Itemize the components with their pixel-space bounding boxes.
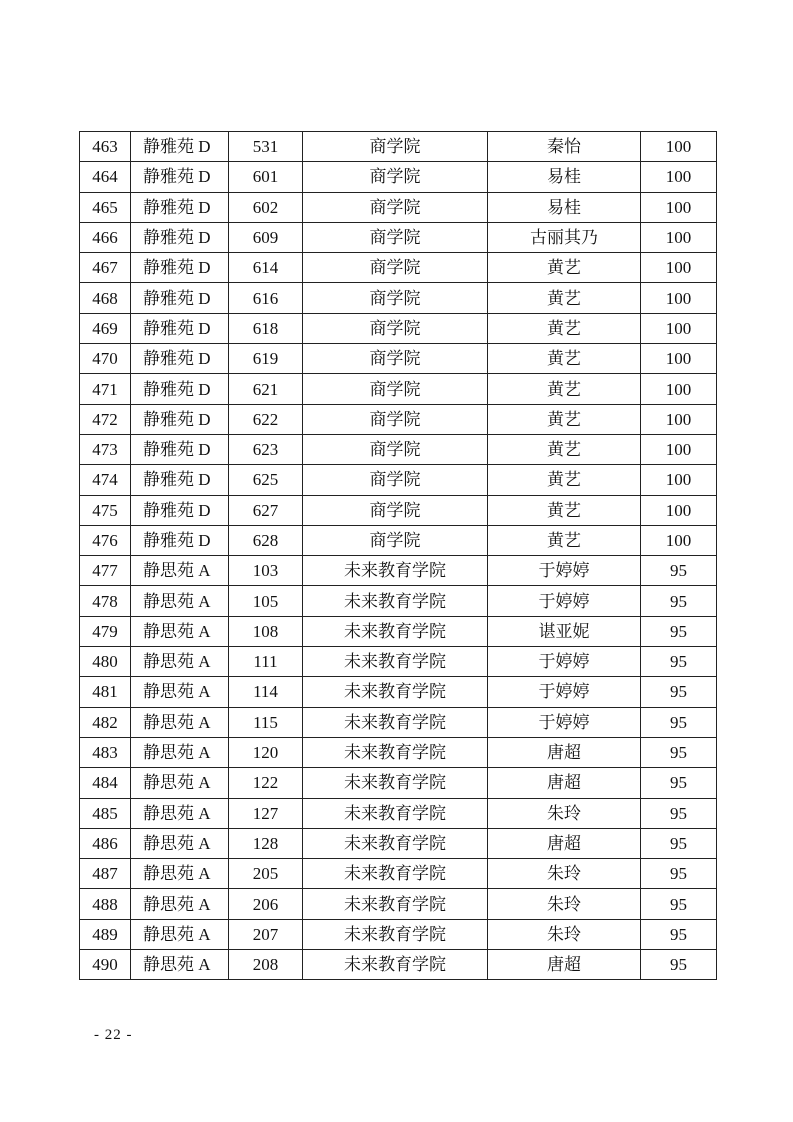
- room-number-cell: 114: [229, 677, 303, 707]
- row-index-cell: 488: [80, 889, 131, 919]
- score-cell: 95: [641, 889, 717, 919]
- score-cell: 100: [641, 162, 717, 192]
- college-cell: 商学院: [303, 222, 488, 252]
- counselor-cell: 朱玲: [488, 919, 641, 949]
- row-index-cell: 479: [80, 616, 131, 646]
- college-cell: 商学院: [303, 313, 488, 343]
- counselor-cell: 黄艺: [488, 525, 641, 555]
- building-cell: 静雅苑 D: [131, 465, 229, 495]
- score-cell: 95: [641, 919, 717, 949]
- counselor-cell: 朱玲: [488, 889, 641, 919]
- row-index-cell: 483: [80, 737, 131, 767]
- room-number-cell: 622: [229, 404, 303, 434]
- table-row: [80, 344, 717, 374]
- college-cell: 未来教育学院: [303, 919, 488, 949]
- counselor-cell: 唐超: [488, 828, 641, 858]
- college-cell: 未来教育学院: [303, 950, 488, 980]
- counselor-cell: 于婷婷: [488, 677, 641, 707]
- room-number-cell: 602: [229, 192, 303, 222]
- counselor-cell: 黄艺: [488, 374, 641, 404]
- counselor-cell: 黄艺: [488, 495, 641, 525]
- building-cell: 静雅苑 D: [131, 374, 229, 404]
- building-cell: 静思苑 A: [131, 919, 229, 949]
- room-number-cell: 207: [229, 919, 303, 949]
- building-cell: 静思苑 A: [131, 768, 229, 798]
- table-row: [80, 859, 717, 889]
- score-cell: 100: [641, 525, 717, 555]
- row-index-cell: 478: [80, 586, 131, 616]
- room-number-cell: 619: [229, 344, 303, 374]
- room-number-cell: 127: [229, 798, 303, 828]
- row-index-cell: 482: [80, 707, 131, 737]
- row-index-cell: 475: [80, 495, 131, 525]
- table-row: [80, 798, 717, 828]
- building-cell: 静雅苑 D: [131, 495, 229, 525]
- score-cell: 100: [641, 495, 717, 525]
- building-cell: 静思苑 A: [131, 859, 229, 889]
- building-cell: 静雅苑 D: [131, 253, 229, 283]
- counselor-cell: 易桂: [488, 162, 641, 192]
- room-number-cell: 621: [229, 374, 303, 404]
- score-cell: 95: [641, 586, 717, 616]
- counselor-cell: 唐超: [488, 768, 641, 798]
- row-index-cell: 480: [80, 647, 131, 677]
- room-number-cell: 115: [229, 707, 303, 737]
- building-cell: 静雅苑 D: [131, 404, 229, 434]
- score-cell: 95: [641, 950, 717, 980]
- table-row: [80, 132, 717, 162]
- room-number-cell: 128: [229, 828, 303, 858]
- college-cell: 商学院: [303, 283, 488, 313]
- counselor-cell: 于婷婷: [488, 647, 641, 677]
- row-index-cell: 486: [80, 828, 131, 858]
- score-cell: 100: [641, 313, 717, 343]
- room-number-cell: 103: [229, 556, 303, 586]
- row-index-cell: 467: [80, 253, 131, 283]
- college-cell: 未来教育学院: [303, 707, 488, 737]
- table-body: [80, 132, 717, 980]
- building-cell: 静思苑 A: [131, 798, 229, 828]
- counselor-cell: 黄艺: [488, 404, 641, 434]
- counselor-cell: 易桂: [488, 192, 641, 222]
- college-cell: 未来教育学院: [303, 616, 488, 646]
- building-cell: 静思苑 A: [131, 677, 229, 707]
- score-cell: 100: [641, 192, 717, 222]
- row-index-cell: 485: [80, 798, 131, 828]
- score-cell: 100: [641, 344, 717, 374]
- counselor-cell: 朱玲: [488, 798, 641, 828]
- counselor-cell: 于婷婷: [488, 556, 641, 586]
- college-cell: 商学院: [303, 465, 488, 495]
- counselor-cell: 黄艺: [488, 434, 641, 464]
- counselor-cell: 黄艺: [488, 253, 641, 283]
- building-cell: 静思苑 A: [131, 950, 229, 980]
- room-number-cell: 120: [229, 737, 303, 767]
- college-cell: 未来教育学院: [303, 798, 488, 828]
- table-row: [80, 768, 717, 798]
- table-row: [80, 677, 717, 707]
- college-cell: 商学院: [303, 374, 488, 404]
- counselor-cell: 于婷婷: [488, 707, 641, 737]
- college-cell: 未来教育学院: [303, 768, 488, 798]
- room-number-cell: 601: [229, 162, 303, 192]
- table-row: [80, 162, 717, 192]
- college-cell: 商学院: [303, 495, 488, 525]
- table-row: [80, 919, 717, 949]
- row-index-cell: 484: [80, 768, 131, 798]
- table-row: [80, 950, 717, 980]
- room-number-cell: 609: [229, 222, 303, 252]
- score-cell: 95: [641, 828, 717, 858]
- score-cell: 100: [641, 434, 717, 464]
- building-cell: 静思苑 A: [131, 616, 229, 646]
- table-row: [80, 737, 717, 767]
- table-row: [80, 313, 717, 343]
- table-row: [80, 828, 717, 858]
- row-index-cell: 481: [80, 677, 131, 707]
- score-cell: 100: [641, 465, 717, 495]
- building-cell: 静思苑 A: [131, 586, 229, 616]
- college-cell: 未来教育学院: [303, 556, 488, 586]
- room-number-cell: 206: [229, 889, 303, 919]
- row-index-cell: 487: [80, 859, 131, 889]
- college-cell: 商学院: [303, 404, 488, 434]
- table-row: [80, 222, 717, 252]
- room-number-cell: 111: [229, 647, 303, 677]
- counselor-cell: 谌亚妮: [488, 616, 641, 646]
- table-row: [80, 434, 717, 464]
- college-cell: 未来教育学院: [303, 737, 488, 767]
- counselor-cell: 黄艺: [488, 465, 641, 495]
- room-number-cell: 531: [229, 132, 303, 162]
- building-cell: 静雅苑 D: [131, 222, 229, 252]
- room-number-cell: 208: [229, 950, 303, 980]
- college-cell: 商学院: [303, 253, 488, 283]
- room-number-cell: 618: [229, 313, 303, 343]
- building-cell: 静雅苑 D: [131, 525, 229, 555]
- building-cell: 静思苑 A: [131, 556, 229, 586]
- row-index-cell: 466: [80, 222, 131, 252]
- college-cell: 商学院: [303, 132, 488, 162]
- row-index-cell: 472: [80, 404, 131, 434]
- room-number-cell: 627: [229, 495, 303, 525]
- row-index-cell: 471: [80, 374, 131, 404]
- score-cell: 95: [641, 707, 717, 737]
- building-cell: 静雅苑 D: [131, 192, 229, 222]
- row-index-cell: 468: [80, 283, 131, 313]
- counselor-cell: 秦怡: [488, 132, 641, 162]
- college-cell: 未来教育学院: [303, 859, 488, 889]
- counselor-cell: 于婷婷: [488, 586, 641, 616]
- row-index-cell: 490: [80, 950, 131, 980]
- room-number-cell: 108: [229, 616, 303, 646]
- building-cell: 静雅苑 D: [131, 283, 229, 313]
- building-cell: 静思苑 A: [131, 889, 229, 919]
- row-index-cell: 477: [80, 556, 131, 586]
- table-row: [80, 647, 717, 677]
- score-cell: 95: [641, 616, 717, 646]
- score-cell: 95: [641, 768, 717, 798]
- counselor-cell: 朱玲: [488, 859, 641, 889]
- building-cell: 静思苑 A: [131, 707, 229, 737]
- room-number-cell: 614: [229, 253, 303, 283]
- college-cell: 未来教育学院: [303, 677, 488, 707]
- building-cell: 静思苑 A: [131, 737, 229, 767]
- room-number-cell: 623: [229, 434, 303, 464]
- table-row: [80, 465, 717, 495]
- table-row: [80, 495, 717, 525]
- table-row: [80, 253, 717, 283]
- row-index-cell: 463: [80, 132, 131, 162]
- college-cell: 商学院: [303, 162, 488, 192]
- row-index-cell: 473: [80, 434, 131, 464]
- page-number: - 22 -: [94, 1027, 133, 1043]
- table-row: [80, 283, 717, 313]
- room-number-cell: 205: [229, 859, 303, 889]
- table-row: [80, 707, 717, 737]
- college-cell: 商学院: [303, 525, 488, 555]
- score-cell: 100: [641, 374, 717, 404]
- room-number-cell: 122: [229, 768, 303, 798]
- college-cell: 未来教育学院: [303, 647, 488, 677]
- building-cell: 静雅苑 D: [131, 434, 229, 464]
- building-cell: 静思苑 A: [131, 828, 229, 858]
- room-number-cell: 616: [229, 283, 303, 313]
- counselor-cell: 黄艺: [488, 283, 641, 313]
- score-cell: 95: [641, 798, 717, 828]
- college-cell: 未来教育学院: [303, 828, 488, 858]
- building-cell: 静雅苑 D: [131, 344, 229, 374]
- college-cell: 商学院: [303, 192, 488, 222]
- score-cell: 95: [641, 859, 717, 889]
- table-row: [80, 192, 717, 222]
- building-cell: 静雅苑 D: [131, 132, 229, 162]
- row-index-cell: 476: [80, 525, 131, 555]
- college-cell: 未来教育学院: [303, 889, 488, 919]
- counselor-cell: 黄艺: [488, 313, 641, 343]
- row-index-cell: 469: [80, 313, 131, 343]
- dormitory-score-table: [79, 131, 717, 980]
- score-cell: 100: [641, 253, 717, 283]
- score-cell: 100: [641, 222, 717, 252]
- row-index-cell: 464: [80, 162, 131, 192]
- table-row: [80, 556, 717, 586]
- table-row: [80, 616, 717, 646]
- table-row: [80, 586, 717, 616]
- score-cell: 95: [641, 647, 717, 677]
- table-row: [80, 404, 717, 434]
- table-row: [80, 525, 717, 555]
- counselor-cell: 古丽其乃: [488, 222, 641, 252]
- building-cell: 静思苑 A: [131, 647, 229, 677]
- room-number-cell: 625: [229, 465, 303, 495]
- college-cell: 未来教育学院: [303, 586, 488, 616]
- college-cell: 商学院: [303, 434, 488, 464]
- score-cell: 100: [641, 132, 717, 162]
- counselor-cell: 唐超: [488, 737, 641, 767]
- row-index-cell: 489: [80, 919, 131, 949]
- row-index-cell: 474: [80, 465, 131, 495]
- counselor-cell: 黄艺: [488, 344, 641, 374]
- college-cell: 商学院: [303, 344, 488, 374]
- row-index-cell: 465: [80, 192, 131, 222]
- score-cell: 95: [641, 677, 717, 707]
- score-cell: 100: [641, 283, 717, 313]
- score-cell: 95: [641, 737, 717, 767]
- building-cell: 静雅苑 D: [131, 313, 229, 343]
- counselor-cell: 唐超: [488, 950, 641, 980]
- score-cell: 95: [641, 556, 717, 586]
- table-row: [80, 374, 717, 404]
- table-row: [80, 889, 717, 919]
- score-cell: 100: [641, 404, 717, 434]
- building-cell: 静雅苑 D: [131, 162, 229, 192]
- room-number-cell: 105: [229, 586, 303, 616]
- row-index-cell: 470: [80, 344, 131, 374]
- room-number-cell: 628: [229, 525, 303, 555]
